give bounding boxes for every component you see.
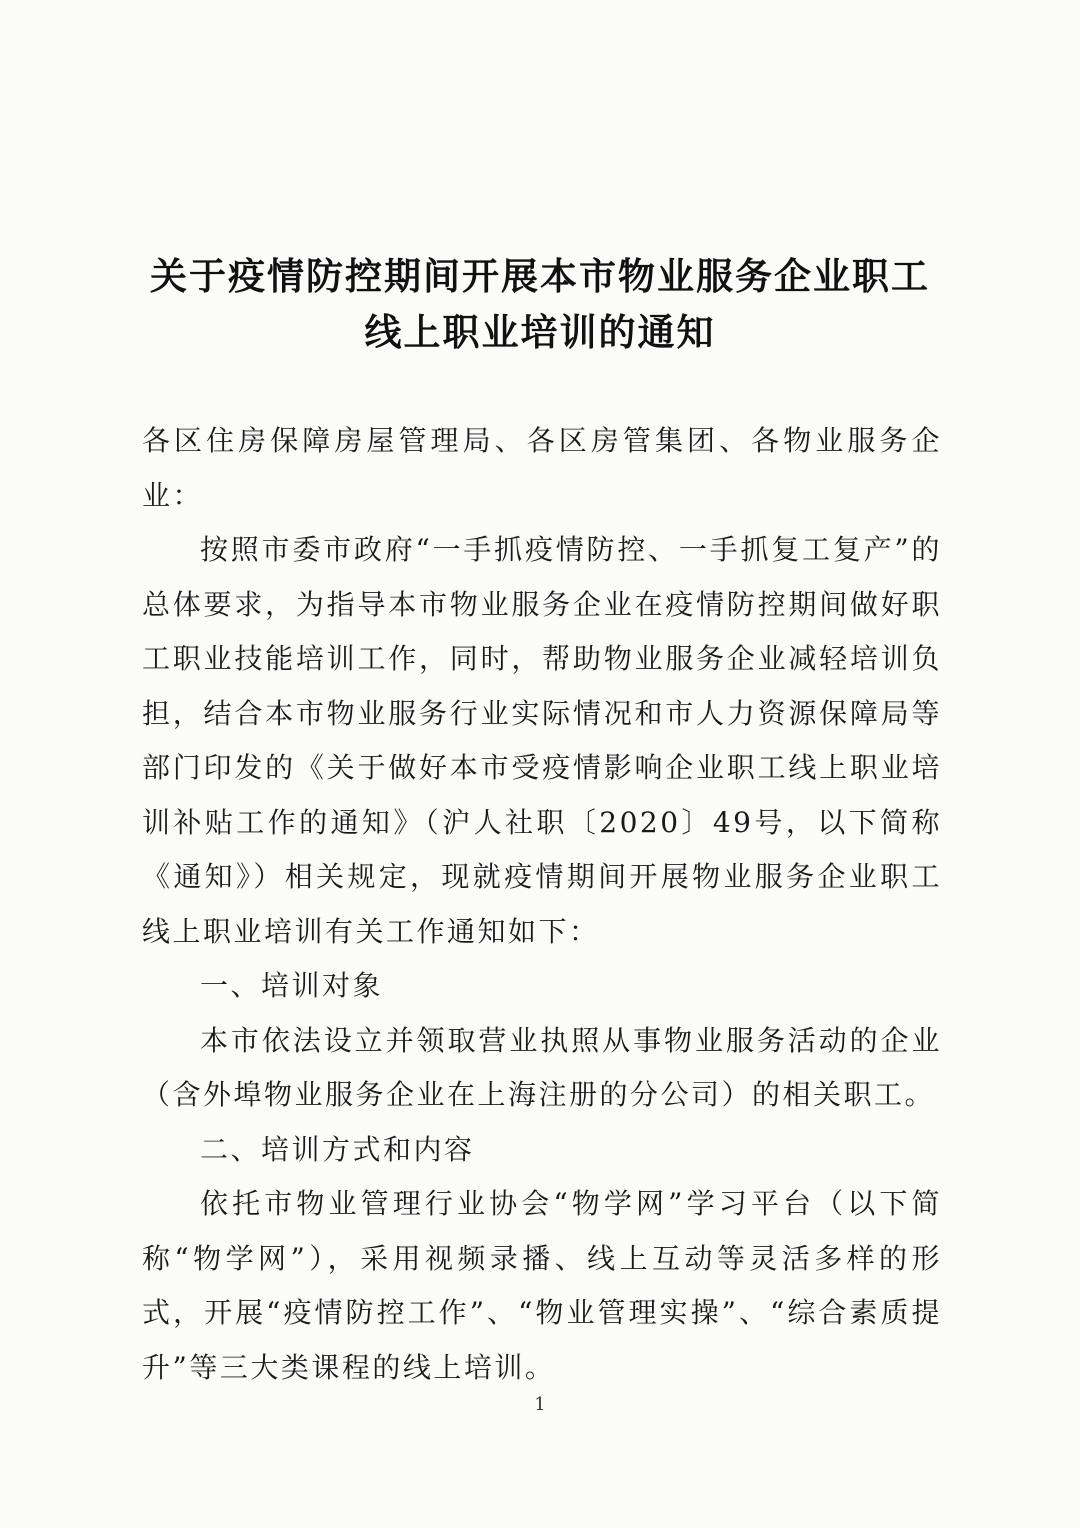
section-2-heading: 二、培训方式和内容	[200, 1132, 475, 1166]
section-1-text: 本市依法设立并领取营业执照从事物业服务活动的企业（含外埠物业服务企业在上海注册的分公司）的相关职工。	[142, 1023, 942, 1111]
addressee: 各区住房保障房屋管理局、各区房管集团、各物业服务企业：	[142, 424, 942, 512]
page-number: 1	[534, 1394, 546, 1415]
document-title-line-2: 线上职业培训的通知	[364, 311, 716, 354]
intro-paragraph: 按照市委市政府“一手抓疫情防控、一手抓复工复产”的总体要求，为指导本市物业服务企业在疫情防控期间做好职工职业技能培训工作，同时，帮助物业服务企业减轻培训负担，结合本市物业服务行业实际情况和市人力资源保障局等部门印发的《关于做好本市受疫情影响企业职工线上职业培训补贴工作的通知》（沪人社职〔2020〕49号，以下简称《通知》）相关规定，现就疫情期间开展物业服务企业职工线上职业培训有关工作通知如下：	[142, 533, 942, 948]
document-title-line-1: 关于疫情防控期间开展本市物业服务企业职工	[150, 255, 930, 298]
document-body	[142, 414, 942, 1395]
section-1-heading: 一、培训对象	[200, 969, 384, 1002]
section-2-text: 依托市物业管理行业协会“物学网”学习平台（以下简称“物学网”），采用视频录播、线上互动等灵活多样的形式，开展“疫情防控工作”、“物业管理实操”、“综合素质提升”等三大类课程的线上培训。	[142, 1187, 942, 1384]
